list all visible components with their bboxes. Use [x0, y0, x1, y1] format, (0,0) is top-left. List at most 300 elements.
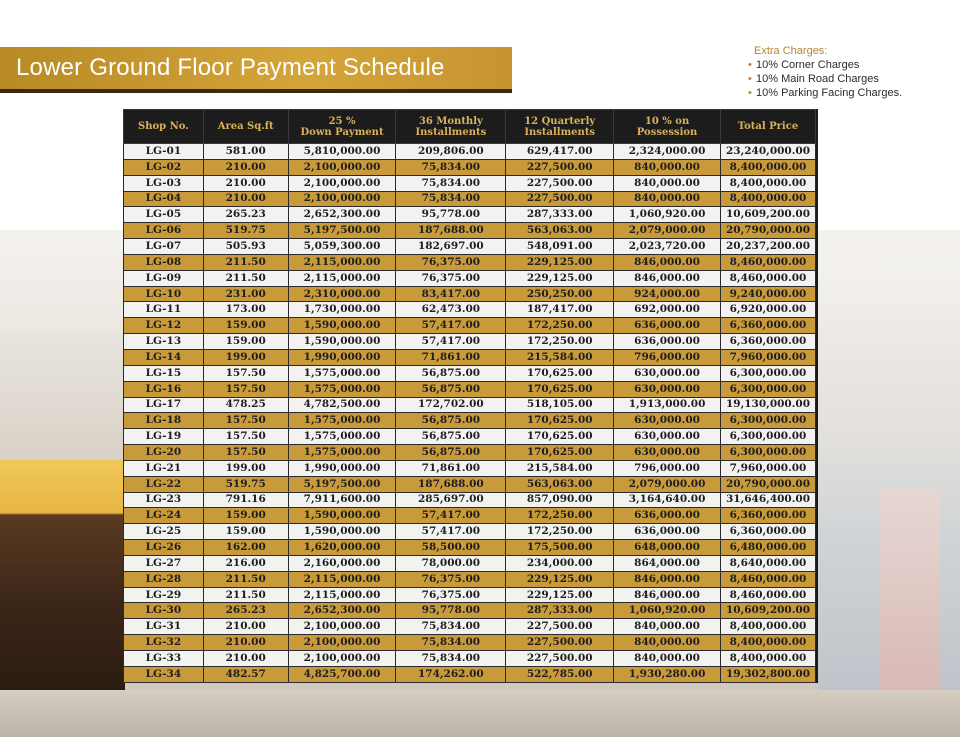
- cell-possession: 2,324,000.00: [614, 144, 721, 160]
- table-row: [124, 476, 816, 492]
- cell-quarterly-installment: 170,625.00: [506, 429, 614, 445]
- cell-area: 159.00: [203, 508, 288, 524]
- cell-shop-no: LG-20: [124, 445, 204, 461]
- table-row: [124, 603, 816, 619]
- cell-quarterly-installment: 227,500.00: [506, 191, 614, 207]
- cell-area: 199.00: [203, 460, 288, 476]
- cell-monthly-installment: 75,834.00: [396, 619, 506, 635]
- table-row: [124, 429, 816, 445]
- cell-shop-no: LG-30: [124, 603, 204, 619]
- cell-total-price: 6,360,000.00: [721, 318, 816, 334]
- cell-down-payment: 2,100,000.00: [288, 175, 396, 191]
- cell-total-price: 6,360,000.00: [721, 508, 816, 524]
- cell-quarterly-installment: 229,125.00: [506, 587, 614, 603]
- cell-down-payment: 2,160,000.00: [288, 555, 396, 571]
- cell-monthly-installment: 62,473.00: [396, 302, 506, 318]
- table-row: [124, 524, 816, 540]
- cell-total-price: 10,609,200.00: [721, 207, 816, 223]
- cell-possession: 846,000.00: [614, 254, 721, 270]
- header-monthly-installments: 36 Monthly Installments: [396, 110, 506, 144]
- cell-possession: 692,000.00: [614, 302, 721, 318]
- cell-area: 210.00: [203, 191, 288, 207]
- table-row: [124, 381, 816, 397]
- cell-monthly-installment: 285,697.00: [396, 492, 506, 508]
- cell-area: 519.75: [203, 223, 288, 239]
- cell-area: 173.00: [203, 302, 288, 318]
- cell-monthly-installment: 71,861.00: [396, 460, 506, 476]
- cell-quarterly-installment: 234,000.00: [506, 555, 614, 571]
- cell-total-price: 8,460,000.00: [721, 254, 816, 270]
- cell-quarterly-installment: 250,250.00: [506, 286, 614, 302]
- cell-shop-no: LG-16: [124, 381, 204, 397]
- cell-possession: 630,000.00: [614, 413, 721, 429]
- cell-shop-no: LG-32: [124, 635, 204, 651]
- cell-down-payment: 2,310,000.00: [288, 286, 396, 302]
- cell-possession: 636,000.00: [614, 318, 721, 334]
- cell-total-price: 9,240,000.00: [721, 286, 816, 302]
- cell-monthly-installment: 71,861.00: [396, 349, 506, 365]
- cell-area: 211.50: [203, 270, 288, 286]
- cell-possession: 840,000.00: [614, 191, 721, 207]
- cell-possession: 840,000.00: [614, 619, 721, 635]
- cell-monthly-installment: 57,417.00: [396, 318, 506, 334]
- cell-area: 519.75: [203, 476, 288, 492]
- cell-shop-no: LG-12: [124, 318, 204, 334]
- table-row: [124, 349, 816, 365]
- cell-down-payment: 1,590,000.00: [288, 318, 396, 334]
- cell-quarterly-installment: 287,333.00: [506, 603, 614, 619]
- cell-down-payment: 5,810,000.00: [288, 144, 396, 160]
- cell-possession: 2,079,000.00: [614, 476, 721, 492]
- cell-total-price: 19,130,000.00: [721, 397, 816, 413]
- cell-possession: 630,000.00: [614, 445, 721, 461]
- cell-quarterly-installment: 172,250.00: [506, 334, 614, 350]
- cell-quarterly-installment: 563,063.00: [506, 223, 614, 239]
- cell-possession: 846,000.00: [614, 587, 721, 603]
- cell-monthly-installment: 56,875.00: [396, 445, 506, 461]
- payment-schedule-table-container: [123, 109, 818, 683]
- cell-monthly-installment: 95,778.00: [396, 207, 506, 223]
- cell-quarterly-installment: 215,584.00: [506, 349, 614, 365]
- cell-shop-no: LG-24: [124, 508, 204, 524]
- cell-monthly-installment: 57,417.00: [396, 334, 506, 350]
- cell-total-price: 8,400,000.00: [721, 159, 816, 175]
- cell-monthly-installment: 187,688.00: [396, 223, 506, 239]
- table-row: [124, 365, 816, 381]
- cell-possession: 3,164,640.00: [614, 492, 721, 508]
- cell-total-price: 6,360,000.00: [721, 524, 816, 540]
- cell-monthly-installment: 83,417.00: [396, 286, 506, 302]
- background-ceiling: [0, 330, 125, 460]
- cell-total-price: 19,302,800.00: [721, 666, 816, 682]
- cell-total-price: 7,960,000.00: [721, 349, 816, 365]
- cell-shop-no: LG-03: [124, 175, 204, 191]
- cell-down-payment: 1,575,000.00: [288, 365, 396, 381]
- cell-possession: 2,023,720.00: [614, 239, 721, 255]
- cell-total-price: 8,460,000.00: [721, 587, 816, 603]
- cell-area: 505.93: [203, 239, 288, 255]
- cell-area: 199.00: [203, 349, 288, 365]
- cell-down-payment: 1,990,000.00: [288, 460, 396, 476]
- cell-down-payment: 2,115,000.00: [288, 571, 396, 587]
- cell-monthly-installment: 95,778.00: [396, 603, 506, 619]
- cell-possession: 840,000.00: [614, 635, 721, 651]
- cell-area: 157.50: [203, 429, 288, 445]
- cell-quarterly-installment: 170,625.00: [506, 445, 614, 461]
- cell-area: 265.23: [203, 603, 288, 619]
- cell-down-payment: 1,575,000.00: [288, 445, 396, 461]
- extra-charge-item: [748, 58, 948, 72]
- payment-schedule-table: [123, 109, 816, 683]
- cell-shop-no: LG-18: [124, 413, 204, 429]
- extra-charge-item: [748, 72, 948, 86]
- cell-shop-no: LG-14: [124, 349, 204, 365]
- cell-quarterly-installment: 229,125.00: [506, 571, 614, 587]
- cell-down-payment: 5,197,500.00: [288, 223, 396, 239]
- cell-total-price: 20,790,000.00: [721, 223, 816, 239]
- table-row: [124, 666, 816, 682]
- cell-area: 210.00: [203, 159, 288, 175]
- cell-quarterly-installment: 857,090.00: [506, 492, 614, 508]
- table-row: [124, 492, 816, 508]
- table-body: [124, 144, 816, 683]
- cell-possession: 630,000.00: [614, 365, 721, 381]
- cell-possession: 1,060,920.00: [614, 603, 721, 619]
- header-area: Area Sq.ft: [203, 110, 288, 144]
- cell-down-payment: 2,100,000.00: [288, 191, 396, 207]
- cell-total-price: 6,920,000.00: [721, 302, 816, 318]
- cell-total-price: 6,480,000.00: [721, 540, 816, 556]
- cell-possession: 846,000.00: [614, 571, 721, 587]
- cell-area: 210.00: [203, 175, 288, 191]
- table-row: [124, 334, 816, 350]
- cell-area: 210.00: [203, 651, 288, 667]
- cell-shop-no: LG-33: [124, 651, 204, 667]
- table-row: [124, 302, 816, 318]
- cell-area: 157.50: [203, 445, 288, 461]
- cell-area: 159.00: [203, 524, 288, 540]
- cell-possession: 648,000.00: [614, 540, 721, 556]
- cell-possession: 630,000.00: [614, 381, 721, 397]
- table-row: [124, 397, 816, 413]
- cell-shop-no: LG-15: [124, 365, 204, 381]
- table-header: [124, 110, 816, 144]
- cell-shop-no: LG-02: [124, 159, 204, 175]
- cell-total-price: 6,300,000.00: [721, 429, 816, 445]
- extra-charge-item: [748, 86, 948, 100]
- table-row: [124, 540, 816, 556]
- cell-monthly-installment: 56,875.00: [396, 365, 506, 381]
- cell-quarterly-installment: 187,417.00: [506, 302, 614, 318]
- cell-down-payment: 5,197,500.00: [288, 476, 396, 492]
- cell-monthly-installment: 56,875.00: [396, 381, 506, 397]
- cell-total-price: 20,237,200.00: [721, 239, 816, 255]
- cell-monthly-installment: 75,834.00: [396, 175, 506, 191]
- cell-total-price: 8,400,000.00: [721, 651, 816, 667]
- table-row: [124, 144, 816, 160]
- cell-down-payment: 7,911,600.00: [288, 492, 396, 508]
- cell-total-price: 8,400,000.00: [721, 175, 816, 191]
- cell-shop-no: LG-09: [124, 270, 204, 286]
- cell-down-payment: 2,652,300.00: [288, 207, 396, 223]
- cell-monthly-installment: 75,834.00: [396, 191, 506, 207]
- cell-quarterly-installment: 522,785.00: [506, 666, 614, 682]
- cell-quarterly-installment: 227,500.00: [506, 635, 614, 651]
- cell-quarterly-installment: 227,500.00: [506, 651, 614, 667]
- extra-charge-text: 10% Corner Charges: [756, 59, 860, 71]
- cell-quarterly-installment: 287,333.00: [506, 207, 614, 223]
- cell-down-payment: 2,100,000.00: [288, 651, 396, 667]
- cell-area: 581.00: [203, 144, 288, 160]
- cell-possession: 1,930,280.00: [614, 666, 721, 682]
- cell-down-payment: 1,990,000.00: [288, 349, 396, 365]
- extra-charges-box: [748, 44, 948, 100]
- cell-area: 210.00: [203, 635, 288, 651]
- cell-quarterly-installment: 548,091.00: [506, 239, 614, 255]
- cell-shop-no: LG-04: [124, 191, 204, 207]
- cell-shop-no: LG-23: [124, 492, 204, 508]
- cell-monthly-installment: 78,000.00: [396, 555, 506, 571]
- table-row: [124, 239, 816, 255]
- cell-monthly-installment: 172,702.00: [396, 397, 506, 413]
- extra-charge-text: 10% Main Road Charges: [756, 73, 879, 85]
- cell-shop-no: LG-19: [124, 429, 204, 445]
- cell-monthly-installment: 75,834.00: [396, 159, 506, 175]
- cell-quarterly-installment: 229,125.00: [506, 270, 614, 286]
- cell-shop-no: LG-11: [124, 302, 204, 318]
- title-underline: [0, 89, 512, 93]
- cell-possession: 636,000.00: [614, 334, 721, 350]
- cell-monthly-installment: 187,688.00: [396, 476, 506, 492]
- cell-possession: 636,000.00: [614, 524, 721, 540]
- cell-monthly-installment: 57,417.00: [396, 508, 506, 524]
- cell-monthly-installment: 58,500.00: [396, 540, 506, 556]
- cell-down-payment: 1,575,000.00: [288, 429, 396, 445]
- cell-area: 211.50: [203, 587, 288, 603]
- table-row: [124, 223, 816, 239]
- cell-possession: 840,000.00: [614, 175, 721, 191]
- cell-monthly-installment: 56,875.00: [396, 413, 506, 429]
- cell-down-payment: 1,590,000.00: [288, 334, 396, 350]
- cell-possession: 846,000.00: [614, 270, 721, 286]
- cell-possession: 796,000.00: [614, 460, 721, 476]
- table-row: [124, 508, 816, 524]
- cell-monthly-installment: 76,375.00: [396, 571, 506, 587]
- cell-shop-no: LG-27: [124, 555, 204, 571]
- cell-shop-no: LG-26: [124, 540, 204, 556]
- table-row: [124, 555, 816, 571]
- cell-shop-no: LG-10: [124, 286, 204, 302]
- cell-shop-no: LG-28: [124, 571, 204, 587]
- cell-shop-no: LG-34: [124, 666, 204, 682]
- cell-possession: 1,913,000.00: [614, 397, 721, 413]
- cell-area: 231.00: [203, 286, 288, 302]
- cell-total-price: 8,460,000.00: [721, 571, 816, 587]
- cell-quarterly-installment: 229,125.00: [506, 254, 614, 270]
- cell-down-payment: 1,575,000.00: [288, 413, 396, 429]
- cell-down-payment: 2,100,000.00: [288, 619, 396, 635]
- page-title: Lower Ground Floor Payment Schedule: [16, 54, 445, 81]
- cell-area: 157.50: [203, 365, 288, 381]
- cell-total-price: 6,300,000.00: [721, 381, 816, 397]
- cell-area: 210.00: [203, 619, 288, 635]
- cell-total-price: 6,360,000.00: [721, 334, 816, 350]
- cell-area: 157.50: [203, 413, 288, 429]
- header-possession: 10 % on Possession: [614, 110, 721, 144]
- cell-total-price: 8,400,000.00: [721, 191, 816, 207]
- background-signboard: [880, 490, 940, 690]
- cell-quarterly-installment: 629,417.00: [506, 144, 614, 160]
- extra-charge-text: 10% Parking Facing Charges.: [756, 87, 903, 99]
- cell-down-payment: 4,825,700.00: [288, 666, 396, 682]
- cell-shop-no: LG-05: [124, 207, 204, 223]
- cell-down-payment: 1,590,000.00: [288, 524, 396, 540]
- cell-quarterly-installment: 518,105.00: [506, 397, 614, 413]
- background-shopfront: [0, 460, 125, 700]
- table-row: [124, 270, 816, 286]
- table-row: [124, 619, 816, 635]
- table-row: [124, 318, 816, 334]
- header-quarterly-installments: 12 Quarterly Installments: [506, 110, 614, 144]
- bullet-icon: •: [748, 73, 752, 85]
- cell-total-price: 8,640,000.00: [721, 555, 816, 571]
- cell-area: 265.23: [203, 207, 288, 223]
- cell-total-price: 7,960,000.00: [721, 460, 816, 476]
- cell-possession: 924,000.00: [614, 286, 721, 302]
- cell-shop-no: LG-13: [124, 334, 204, 350]
- cell-down-payment: 1,575,000.00: [288, 381, 396, 397]
- cell-monthly-installment: 76,375.00: [396, 270, 506, 286]
- cell-down-payment: 2,100,000.00: [288, 635, 396, 651]
- cell-shop-no: LG-08: [124, 254, 204, 270]
- table-row: [124, 445, 816, 461]
- cell-possession: 840,000.00: [614, 651, 721, 667]
- cell-down-payment: 2,115,000.00: [288, 587, 396, 603]
- cell-down-payment: 1,730,000.00: [288, 302, 396, 318]
- cell-possession: 1,060,920.00: [614, 207, 721, 223]
- cell-shop-no: LG-29: [124, 587, 204, 603]
- table-header-row: [124, 110, 816, 144]
- cell-possession: 796,000.00: [614, 349, 721, 365]
- header-down-payment: 25 % Down Payment: [288, 110, 396, 144]
- cell-possession: 840,000.00: [614, 159, 721, 175]
- cell-quarterly-installment: 563,063.00: [506, 476, 614, 492]
- cell-monthly-installment: 57,417.00: [396, 524, 506, 540]
- cell-possession: 636,000.00: [614, 508, 721, 524]
- header-total-price: Total Price: [721, 110, 816, 144]
- cell-quarterly-installment: 172,250.00: [506, 508, 614, 524]
- title-banner: [0, 47, 512, 89]
- cell-quarterly-installment: 215,584.00: [506, 460, 614, 476]
- cell-area: 157.50: [203, 381, 288, 397]
- cell-area: 791.16: [203, 492, 288, 508]
- cell-down-payment: 5,059,300.00: [288, 239, 396, 255]
- cell-possession: 2,079,000.00: [614, 223, 721, 239]
- cell-total-price: 6,300,000.00: [721, 445, 816, 461]
- cell-area: 159.00: [203, 318, 288, 334]
- cell-area: 211.50: [203, 254, 288, 270]
- cell-monthly-installment: 56,875.00: [396, 429, 506, 445]
- cell-quarterly-installment: 170,625.00: [506, 365, 614, 381]
- cell-shop-no: LG-31: [124, 619, 204, 635]
- cell-monthly-installment: 182,697.00: [396, 239, 506, 255]
- cell-down-payment: 4,782,500.00: [288, 397, 396, 413]
- cell-quarterly-installment: 172,250.00: [506, 524, 614, 540]
- table-row: [124, 651, 816, 667]
- cell-quarterly-installment: 172,250.00: [506, 318, 614, 334]
- table-row: [124, 191, 816, 207]
- table-row: [124, 635, 816, 651]
- table-row: [124, 587, 816, 603]
- table-row: [124, 413, 816, 429]
- header-shop-no: Shop No.: [124, 110, 204, 144]
- background-floor: [0, 690, 960, 737]
- table-row: [124, 571, 816, 587]
- cell-down-payment: 2,115,000.00: [288, 254, 396, 270]
- table-row: [124, 286, 816, 302]
- cell-area: 216.00: [203, 555, 288, 571]
- cell-quarterly-installment: 175,500.00: [506, 540, 614, 556]
- cell-shop-no: LG-21: [124, 460, 204, 476]
- cell-down-payment: 1,620,000.00: [288, 540, 396, 556]
- cell-shop-no: LG-01: [124, 144, 204, 160]
- cell-total-price: 20,790,000.00: [721, 476, 816, 492]
- table-row: [124, 254, 816, 270]
- cell-possession: 864,000.00: [614, 555, 721, 571]
- table-row: [124, 175, 816, 191]
- cell-monthly-installment: 76,375.00: [396, 254, 506, 270]
- cell-quarterly-installment: 227,500.00: [506, 619, 614, 635]
- table-row: [124, 159, 816, 175]
- cell-down-payment: 2,100,000.00: [288, 159, 396, 175]
- cell-area: 482.57: [203, 666, 288, 682]
- extra-charges-title: Extra Charges:: [754, 45, 828, 57]
- cell-total-price: 31,646,400.00: [721, 492, 816, 508]
- table-row: [124, 460, 816, 476]
- cell-area: 478.25: [203, 397, 288, 413]
- bullet-icon: •: [748, 59, 752, 71]
- cell-area: 162.00: [203, 540, 288, 556]
- cell-monthly-installment: 209,806.00: [396, 144, 506, 160]
- cell-down-payment: 2,115,000.00: [288, 270, 396, 286]
- cell-monthly-installment: 76,375.00: [396, 587, 506, 603]
- cell-monthly-installment: 75,834.00: [396, 635, 506, 651]
- cell-monthly-installment: 174,262.00: [396, 666, 506, 682]
- cell-area: 211.50: [203, 571, 288, 587]
- cell-possession: 630,000.00: [614, 429, 721, 445]
- cell-total-price: 8,400,000.00: [721, 635, 816, 651]
- cell-shop-no: LG-22: [124, 476, 204, 492]
- table-row: [124, 207, 816, 223]
- cell-shop-no: LG-07: [124, 239, 204, 255]
- cell-shop-no: LG-06: [124, 223, 204, 239]
- cell-shop-no: LG-17: [124, 397, 204, 413]
- cell-total-price: 8,460,000.00: [721, 270, 816, 286]
- cell-total-price: 6,300,000.00: [721, 365, 816, 381]
- bullet-icon: •: [748, 87, 752, 99]
- cell-monthly-installment: 75,834.00: [396, 651, 506, 667]
- cell-quarterly-installment: 170,625.00: [506, 381, 614, 397]
- cell-total-price: 8,400,000.00: [721, 619, 816, 635]
- cell-quarterly-installment: 227,500.00: [506, 159, 614, 175]
- cell-down-payment: 1,590,000.00: [288, 508, 396, 524]
- cell-quarterly-installment: 227,500.00: [506, 175, 614, 191]
- cell-total-price: 10,609,200.00: [721, 603, 816, 619]
- cell-total-price: 6,300,000.00: [721, 413, 816, 429]
- cell-quarterly-installment: 170,625.00: [506, 413, 614, 429]
- cell-total-price: 23,240,000.00: [721, 144, 816, 160]
- cell-down-payment: 2,652,300.00: [288, 603, 396, 619]
